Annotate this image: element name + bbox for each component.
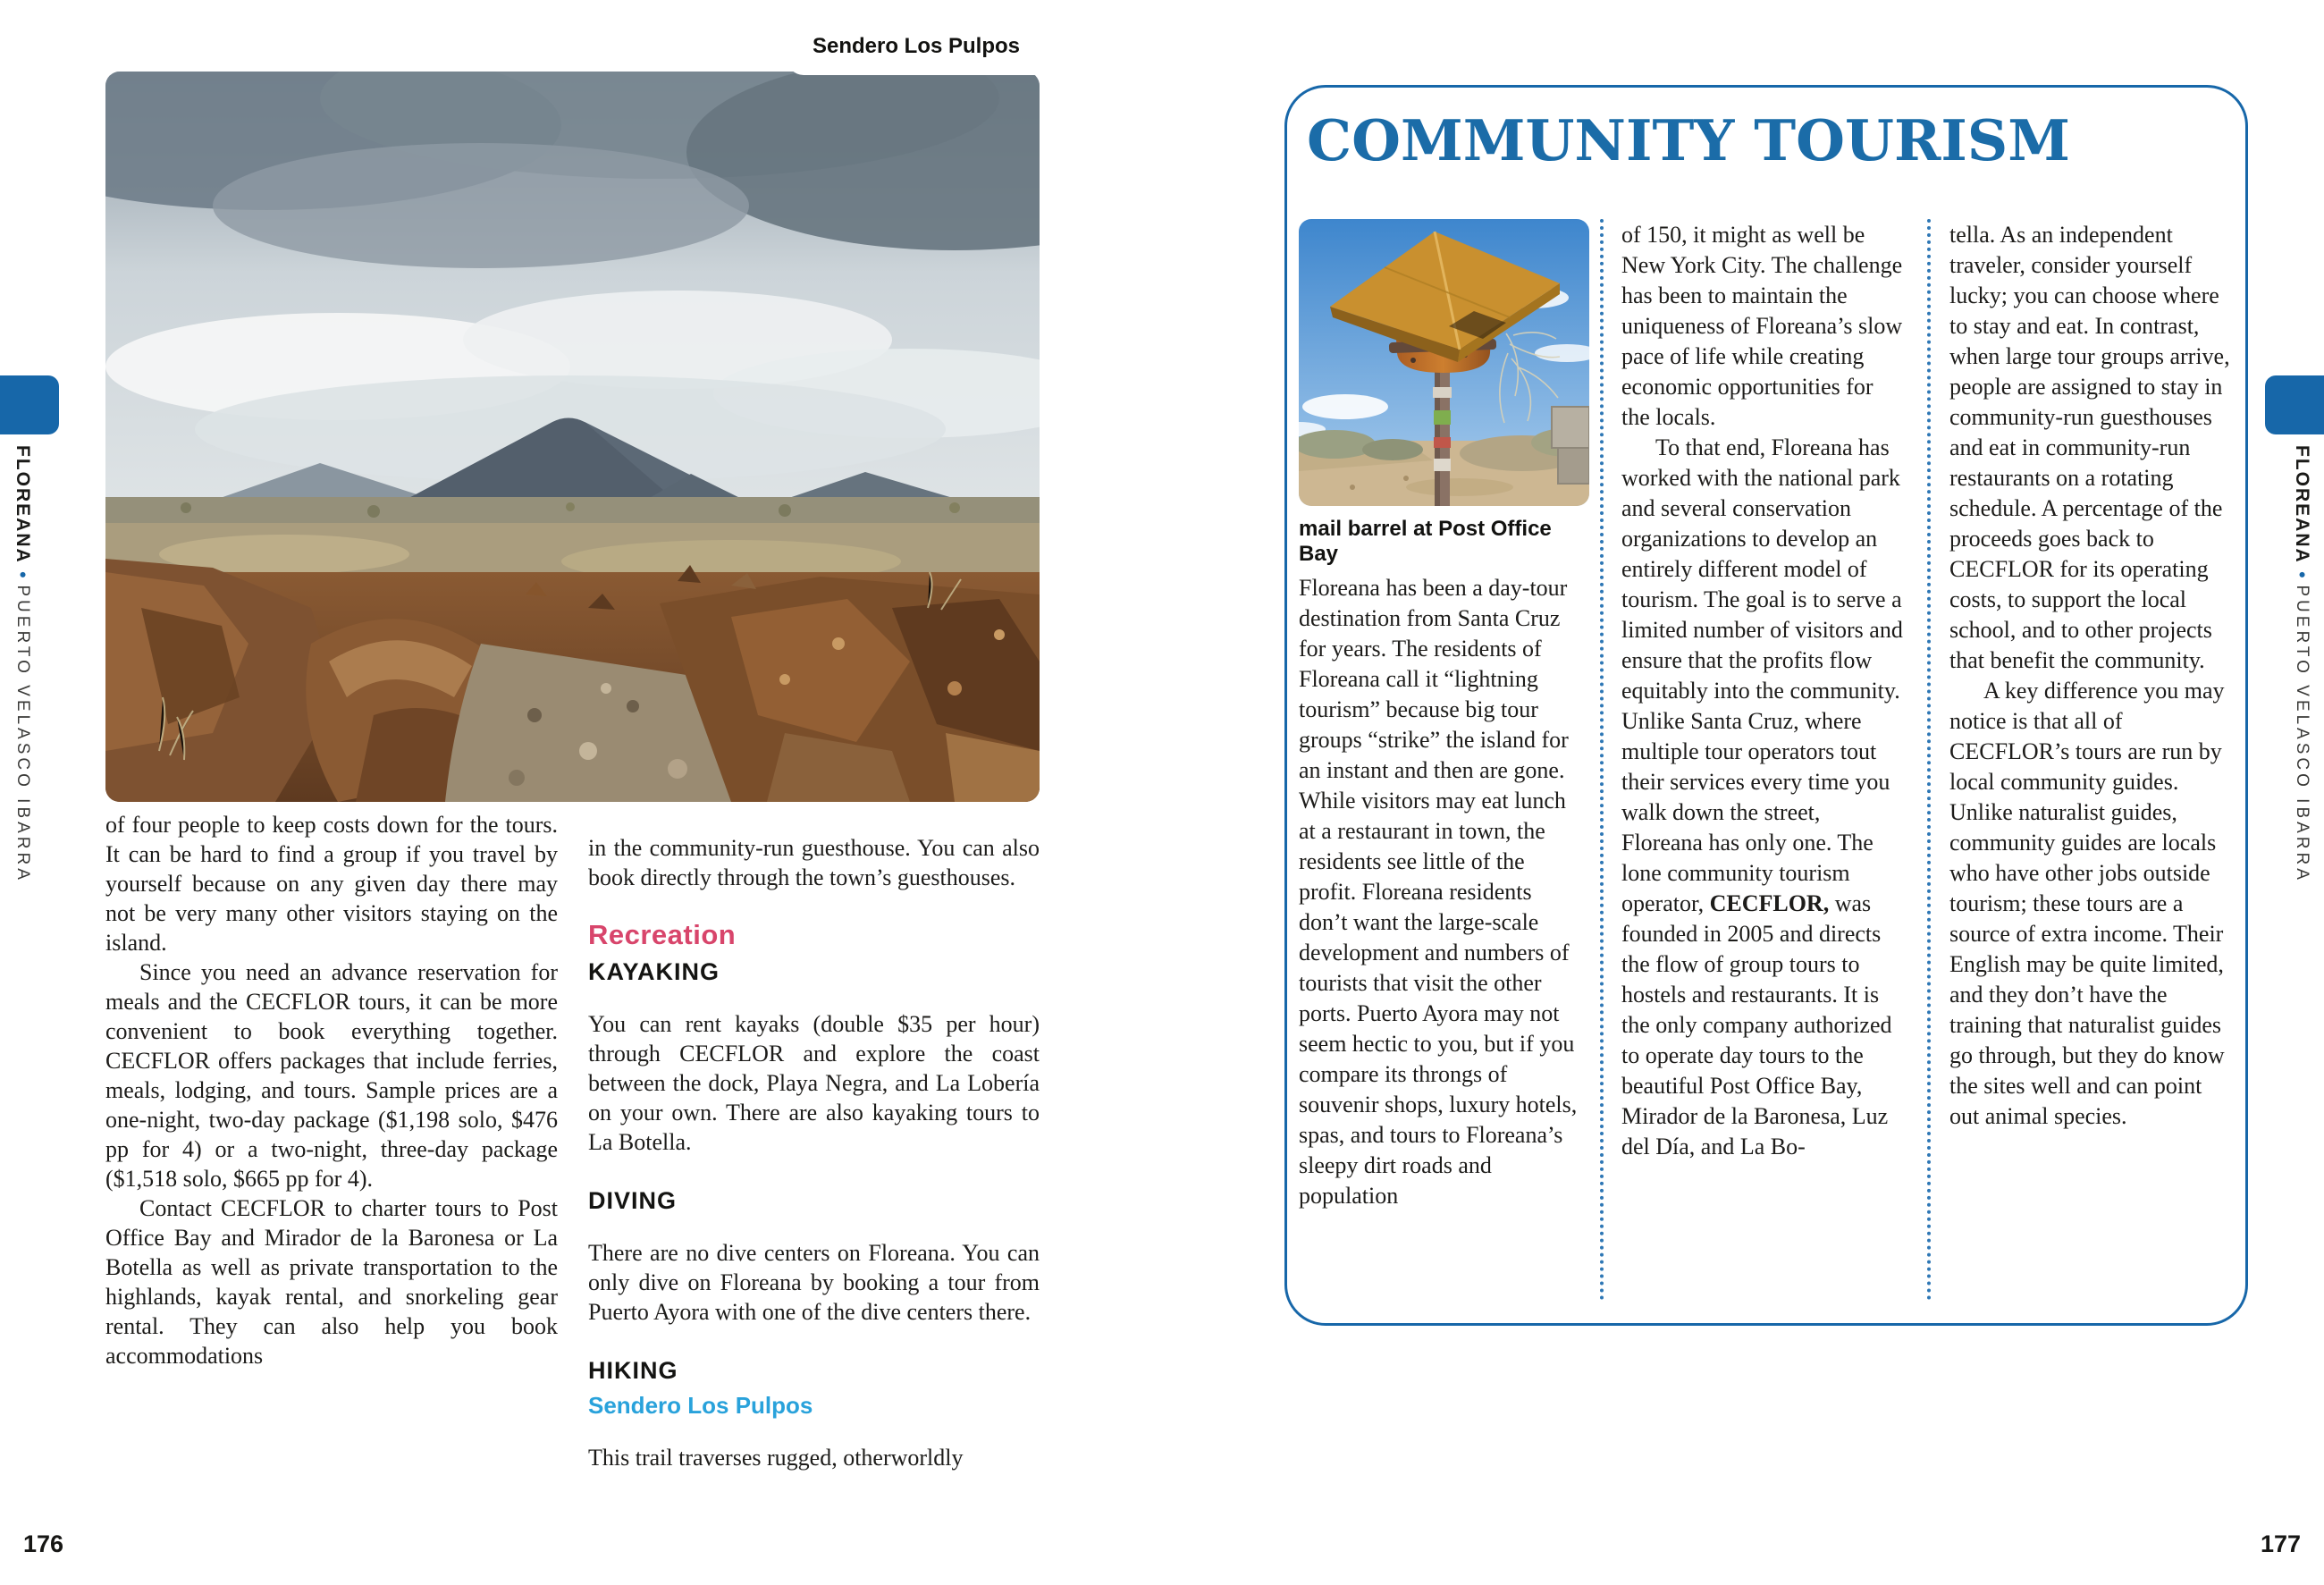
paragraph: Since you need an advance reservation for meals and the CECFLOR tours, it can be more convenient to book everything together. CECFLOR offers packages that include ferries, meals, lodging, and tours. Sample prices are a one-night, two-day package ($1,198 solo, $476 pp for 4) or a two-night, three-day package ($1,518 solo, $665 pp for 4). xyxy=(105,959,558,1192)
paragraph xyxy=(1621,433,1906,1162)
mail-barrel-photo-caption: mail barrel at Post Office Bay xyxy=(1299,517,1552,566)
paragraph: Contact CECFLOR to charter tours to Post Office Bay and Mirador de la Baronesa or La Botella as well as private transportation to the highlands, kayak rental, and snorkeling gear rental. They can also help you book accommodations xyxy=(105,1195,558,1369)
margin-bullet-icon: • xyxy=(12,570,34,578)
kayaking-paragraph: You can rent kayaks (double $35 per hour) through CECFLOR and explore the coast between the dock, Playa Negra, and La Lobería on your own. There are also kayaking tours to La Botella. xyxy=(588,1011,1040,1155)
text-run: To that end, Floreana has worked with the national park and several conservation organizations to develop an entirely different model of tourism. The goal is to serve a limited number of visitors and ensure that the profits flow equitably into the community. Unlike Santa Cruz, where multiple tour operators tout their services every time you walk down the street, Floreana has only one. The lone community tourism operator, xyxy=(1621,434,1903,916)
paragraph: Floreana has been a day-tour destination from Santa Cruz for years. The residents of Floreana call it “lightning tourism” because big tour groups “strike” the island for an instant and then are gone. While visitors may eat lunch at a restaurant in town, the residents see little of the profit. Floreana residents don’t want the large-scale development and numbers of tourists that visit the other ports. Puerto Ayora may not seem hectic to you, but if you compare its throngs of souvenir shops, luxury hotels, spas, and tours to Floreana’s sleepy dirt roads and population xyxy=(1299,575,1578,1209)
paragraph: of 150, it might as well be New York City. The challenge has been to maintain the uniqueness of Floreana’s slow pace of life while creating economic opportunities for the locals. xyxy=(1621,222,1903,430)
kayaking-header: KAYAKING xyxy=(588,958,720,985)
column-divider-dotted xyxy=(1927,219,1931,1301)
paragraph: tella. As an independent traveler, consider yourself lucky; you can choose where to stay and eat. In contrast, when large tour groups arrive, people are assigned to stay in community-run guesthouses and eat in community-run restaurants on a rotating schedule. A percentage of the proceeds goes back to CECFLOR for its operating costs, to support the local school, and to other projects that benefit the community. xyxy=(1949,222,2230,673)
text-run: was founded in 2005 and directs the flow of group tours to hostels and restaurants. It is the only company authorized to operate day tours to the beautiful Post Office Bay, Mirador de la Baronesa, Luz del Día, and La Bo- xyxy=(1621,890,1892,1159)
margin-island-name: FLOREANA xyxy=(2292,445,2312,564)
margin-island-name: FLOREANA xyxy=(13,445,33,564)
diving-header: DIVING xyxy=(588,1187,678,1214)
sidebar-column-3 xyxy=(1949,220,2234,1132)
trail-photo-caption: Sendero Los Pulpos xyxy=(812,34,1020,58)
left-page xyxy=(105,0,1040,1585)
page-number-right: 177 xyxy=(2260,1530,2301,1557)
paragraph: in the community-run guesthouse. You can also book directly through the town’s guesthouses. xyxy=(588,835,1040,890)
recreation-section-header: Recreation xyxy=(588,919,737,950)
diving-paragraph: There are no dive centers on Floreana. You can only dive on Floreana by booking a tour from Puerto Ayora with one of the dive centers there. xyxy=(588,1240,1040,1325)
hiking-header: HIKING xyxy=(588,1357,678,1384)
cecflor-bold-text: CECFLOR, xyxy=(1709,890,1830,916)
sidebar-column-1 xyxy=(1299,573,1578,1211)
margin-label-left xyxy=(11,445,34,883)
column-divider-dotted xyxy=(1600,219,1604,1301)
margin-label-right xyxy=(2290,445,2313,883)
community-tourism-sidebar-box xyxy=(1284,85,2248,1326)
hiking-paragraph: This trail traverses rugged, otherworldly xyxy=(588,1445,964,1471)
margin-location-name: PUERTO VELASCO IBARRA xyxy=(2293,585,2311,883)
mail-barrel-illustration xyxy=(1299,219,1589,506)
margin-location-name: PUERTO VELASCO IBARRA xyxy=(13,585,32,883)
paragraph: A key difference you may notice is that all of CECFLOR’s tours are run by local community guides. Unlike naturalist guides, community guides are locals who have other jobs outside tourism; these tours are a source of extra income. Their English may be quite limited, and they don’t have the training that naturalist guides go through, but they do know the sites well and can point out animal species. xyxy=(1949,678,2225,1129)
mail-barrel-photo xyxy=(1299,219,1589,506)
trail-name-subheader: Sendero Los Pulpos xyxy=(588,1392,813,1419)
sidebar-title: COMMUNITY TOURISM xyxy=(1307,107,2071,173)
margin-bullet-icon: • xyxy=(2291,570,2313,578)
chapter-tab-right xyxy=(2265,375,2324,434)
trail-photo-caption-box xyxy=(787,25,1040,75)
trail-photo-illustration xyxy=(105,72,1040,802)
left-page-column-2 xyxy=(588,810,1040,1496)
sidebar-column-2 xyxy=(1621,220,1906,1162)
trail-photo xyxy=(105,72,1040,802)
page-number-left: 176 xyxy=(23,1530,64,1557)
paragraph: of four people to keep costs down for the tours. It can be hard to find a group if you travel by yourself because on any given day there may not be very many other visitors staying on the island. xyxy=(105,812,558,956)
chapter-tab-left xyxy=(0,375,59,434)
left-page-column-1 xyxy=(105,810,558,1370)
